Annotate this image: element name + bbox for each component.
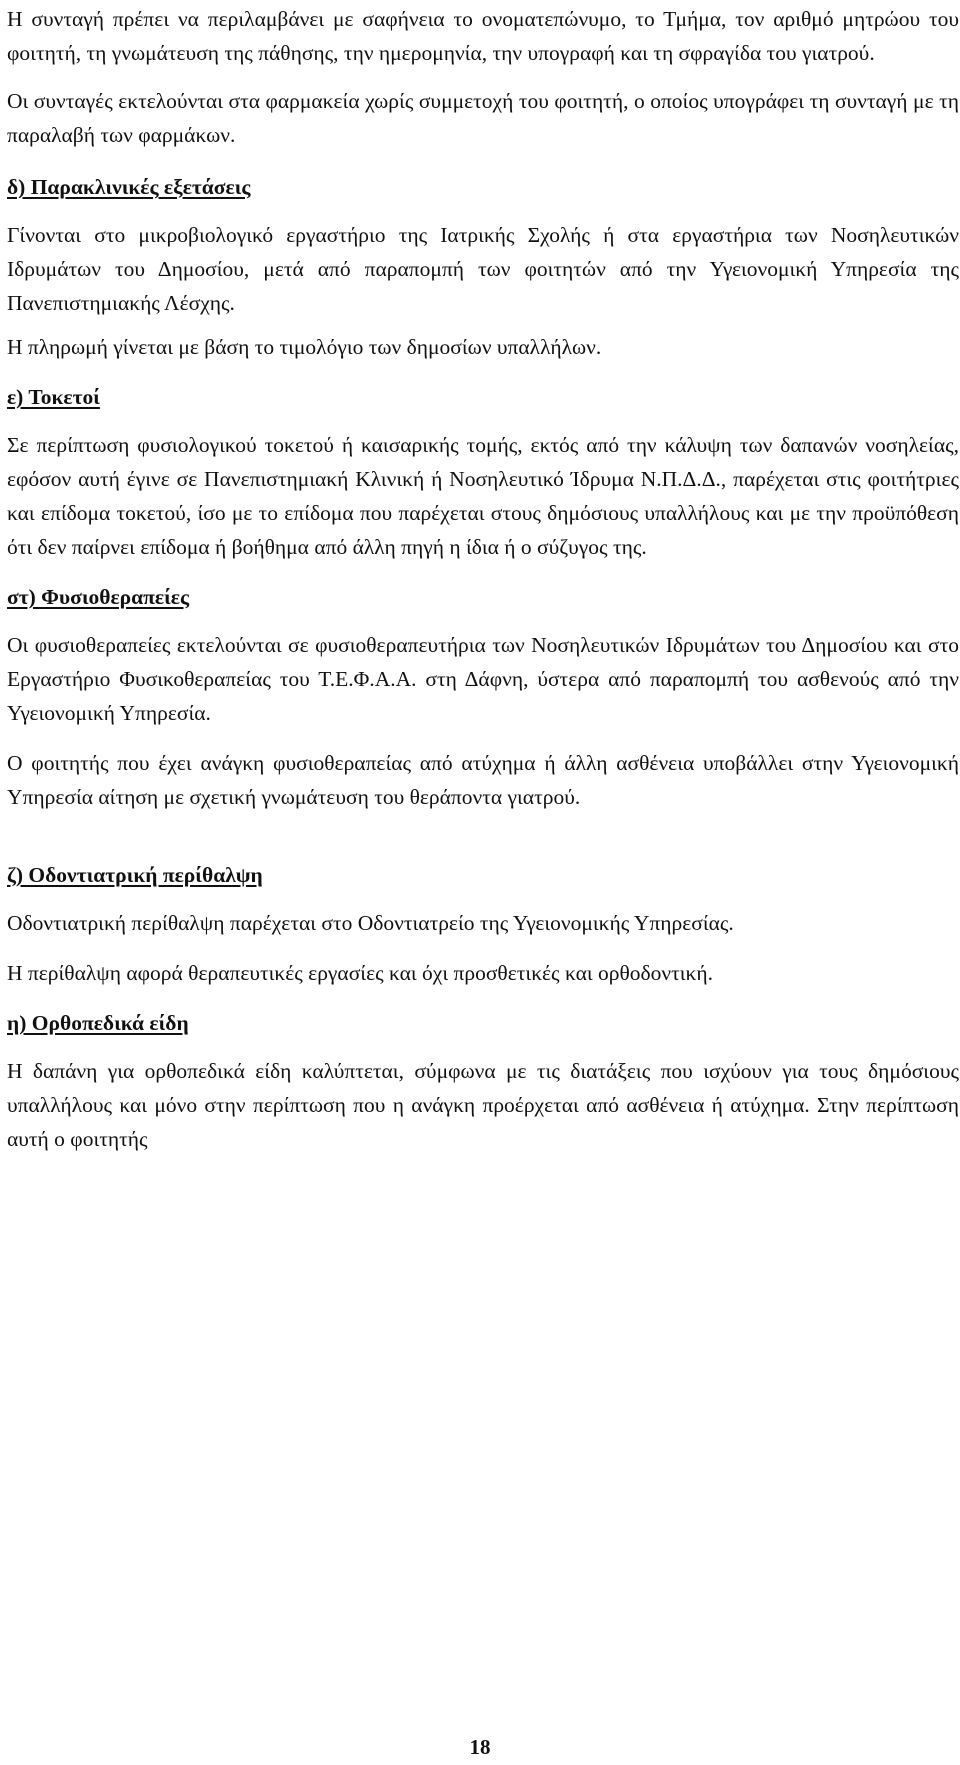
paragraph-prescription-execution: Οι συνταγές εκτελούνται στα φαρμακεία χωρίς συμμετοχή του φοιτητή, ο οποίος υπογράφει τη συνταγή με τη παραλαβή των φαρμάκων. [7, 89, 959, 147]
heading-orthopedic-items: η) Ορθοπεδικά είδη [7, 1011, 189, 1035]
paragraph-orthopedic-items: Η δαπάνη για ορθοπεδικά είδη καλύπτεται, σύμφωνα με τις διατάξεις που ισχύουν για τους δημόσιους υπαλλήλους και μόνο στην περίπτωση που η ανάγκη προέρχεται από ασθένεια ή ατύχημα. Στην περίπτωση αυτή ο φοιτητής [7, 1059, 959, 1151]
text-column [7, 2, 959, 1156]
paragraph-dental-scope: Η περίθαλψη αφορά θεραπευτικές εργασίες και όχι προσθετικές και ορθοδοντική. [7, 961, 714, 985]
paragraph-prescription-content: Η συνταγή πρέπει να περιλαμβάνει με σαφήνεια το ονοματεπώνυμο, το Τμήμα, τον αριθμό μητρώου του φοιτητή, τη γνωμάτευση της πάθησης, την ημερομηνία, την υπογραφή και τη σφραγίδα του γιατρού. [7, 7, 959, 65]
heading-physiotherapy: στ) Φυσιοθεραπείες [7, 585, 190, 609]
paragraph-physiotherapy: Οι φυσιοθεραπείες εκτελούνται σε φυσιοθεραπευτήρια των Νοσηλευτικών Ιδρυμάτων του Δημοσίου και στο Εργαστήριο Φυσικοθεραπείας του Τ.Ε.Φ.Α.Α. στη Δάφνη, ύστερα από παραπομπή του ασθενούς από την Υγειονομική Υπηρεσία. [7, 633, 959, 725]
paragraph-paraclinical-tests: Γίνονται στο μικροβιολογικό εργαστήριο της Ιατρικής Σχολής ή στα εργαστήρια των Νοσηλευτικών Ιδρυμάτων του Δημοσίου, μετά από παραπομπή των φοιτητών από την Υγειονομική Υπηρεσία της Πανεπιστημιακής Λέσχης. [7, 223, 959, 315]
paragraph-physiotherapy-application: Ο φοιτητής που έχει ανάγκη φυσιοθεραπείας από ατύχημα ή άλλη ασθένεια υποβάλλει στην Υγειονομική Υπηρεσία αίτηση με σχετική γνωμάτευση του θεράποντα γιατρού. [7, 751, 959, 809]
page-number: 18 [469, 1735, 491, 1759]
heading-childbirth: ε) Τοκετοί [7, 385, 100, 409]
heading-dental-care: ζ) Οδοντιατρική περίθαλψη [7, 863, 263, 887]
heading-paraclinical-tests: δ) Παρακλινικές εξετάσεις [7, 175, 251, 199]
paragraph-childbirth: Σε περίπτωση φυσιολογικού τοκετού ή καισαρικής τομής, εκτός από την κάλυψη των δαπανών νοσηλείας, εφόσον αυτή έγινε σε Πανεπιστημιακή Κλινική ή Νοσηλευτικό Ίδρυμα Ν.Π.Δ.Δ., παρέχεται στις φοιτήτριες και επίδομα τοκετού, ίσο με το επίδομα που παρέχεται στους δημόσιους υπαλλήλους και με την προϋπόθεση ότι δεν παίρνει επίδομα ή βοήθημα από άλλη πηγή η ίδια ή ο σύζυγος της. [7, 433, 959, 559]
paragraph-dental-care: Οδοντιατρική περίθαλψη παρέχεται στο Οδοντιατρείο της Υγειονομικής Υπηρεσίας. [7, 911, 734, 935]
paragraph-payment: Η πληρωμή γίνεται με βάση το τιμολόγιο των δημοσίων υπαλλήλων. [7, 335, 602, 359]
